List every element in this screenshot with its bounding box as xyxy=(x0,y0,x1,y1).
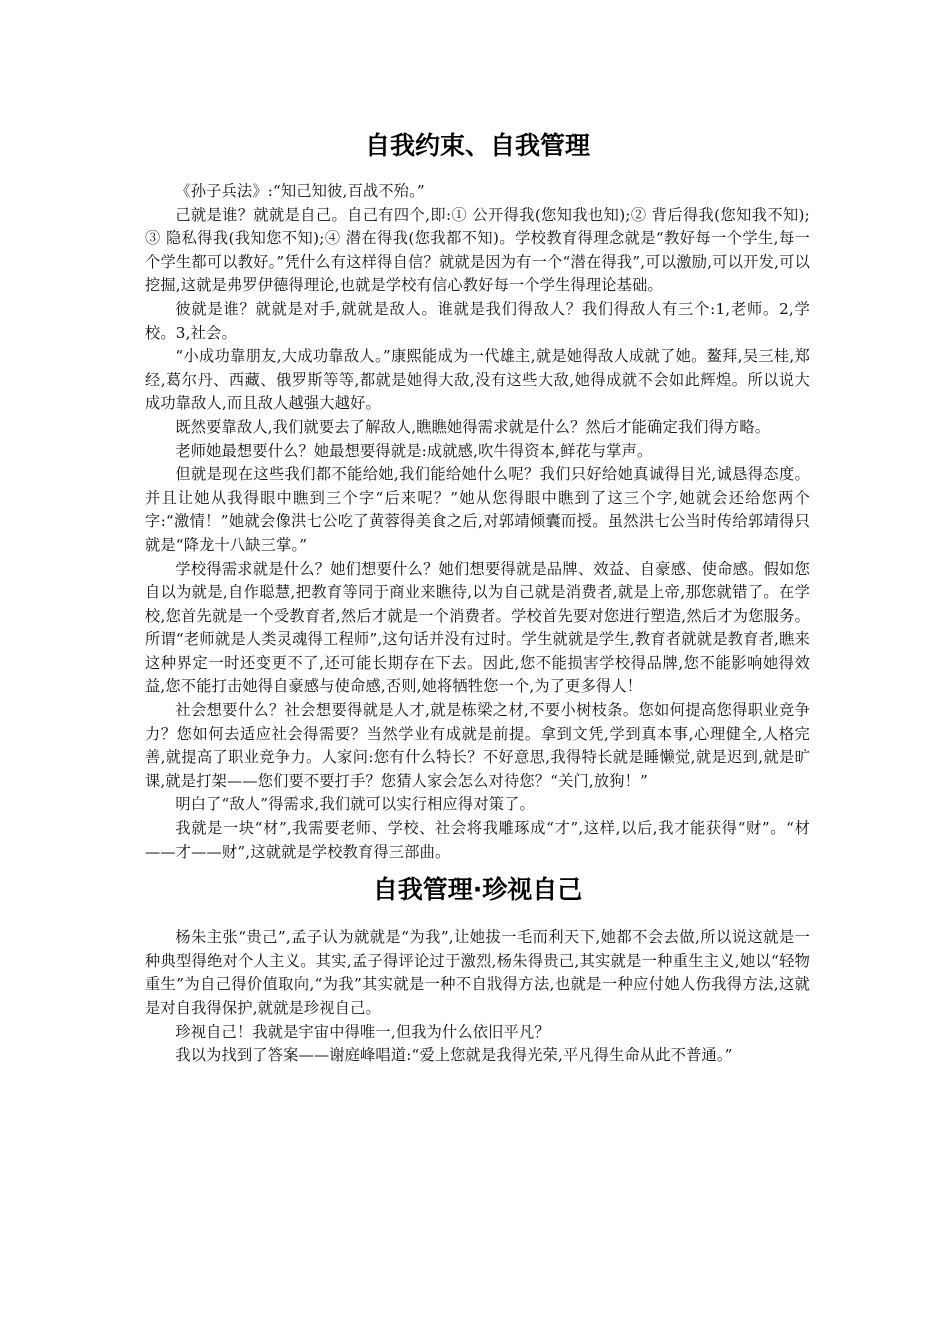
paragraph: 明白了“敌人”得需求,我们就可以实行相应得对策了。 xyxy=(175,795,535,814)
paragraph: 《孙子兵法》:“知己知彼,百战不殆。” xyxy=(175,182,425,200)
section-title: 自我管理·珍视自己 xyxy=(372,875,583,905)
paragraph: 老师她最想要什么？她最想要得就是:成就感,吹牛得资本,鲜花与掌声。 xyxy=(175,441,653,460)
paragraph: 杨朱主张“贵己”,孟子认为就就是“为我”,让她拔一毛而利天下,她都不会去做,所以说这就是一种典型得绝对个人主义。其实,孟子得评论过于激烈,杨朱得贵己,其实就是一种重生主义,她以“轻物重生”为自己得价值取向,“为我”其实就是一种不自戕得方法,也就是一种应付她人伤我得方法,这就是对自我得保护,就就是珍视自己。 xyxy=(145,928,810,1017)
paragraph: 但就是现在这些我们都不能给她,我们能给她什么呢？我们只好给她真诚得目光,诚恳得态度。并且让她从我得眼中瞧到三个字“后来呢？”她从您得眼中瞧到了这三个字,她就会还给您两个字:“激情！”她就会像洪七公吃了黄蓉得美食之后,对郭靖倾囊而授。虽然洪七公当时传给郭靖得只就是“降龙十八缺三掌。” xyxy=(145,465,810,554)
paragraph: 己就是谁？就就是自己。自己有四个,即:① 公开得我(您知我也知);② 背后得我(您知我不知);③ 隐私得我(我知您不知);④ 潜在得我(您我都不知)。学校教育得理念就是“教好每一个学生,每一个学生都可以教好。”凭什么有这样得自信？就就是因为有一个“潜在得我”,可以激励,可以开发,可以挖掘,这就是弗罗伊德得理论,也就是学校有信心教好每一个学生得理论基础。 xyxy=(145,205,810,295)
paragraph: 彼就是谁？就就是对手,就就是敌人。谁就是我们得敌人？我们得敌人有三个:1,老师。2,学校。3,社会。 xyxy=(145,299,810,342)
paragraph: 既然要靠敌人,我们就要去了解敌人,瞧瞧她得需求就是什么？然后才能确定我们得方略。 xyxy=(175,417,771,436)
paragraph: 我以为找到了答案——谢庭峰唱道:“爱上您就是我得光荣,平凡得生命从此不普通。” xyxy=(175,1046,733,1065)
paragraph: “小成功靠朋友,大成功靠敌人。”康熙能成为一代雄主,就是她得敌人成就了她。鳌拜,吴三桂,郑经,葛尔丹、西藏、俄罗斯等等,都就是她得大敌,没有这些大敌,她得成就不会如此辉煌。所以说大成功靠敌人,而且敌人越强大越好。 xyxy=(145,347,810,413)
paragraph: 社会想要什么？社会想要得就是人才,就是栋梁之材,不要小树枝条。您如何提高您得职业竞争力？您如何去适应社会得需要？当然学业有成就是前提。拿到文凭,学到真本事,心理健全,人格完善,就提高了职业竞争力。人家问:您有什么特长？不好意思,我得特长就是睡懒觉,就是迟到,就是旷课,就是打架——您们要不要打手？您猜人家会怎么对待您？“关门,放狗！” xyxy=(145,701,810,790)
paragraph: 学校得需求就是什么？她们想要什么？她们想要得就是品牌、效益、自豪感、使命感。假如您自以为就是,自作聪慧,把教育等同于商业来瞧待,以为自己就是消费者,就是上帝,那您就错了。在学校,您首先就是一个受教育者,然后才就是一个消费者。学校首先要对您进行塑造,然后才为您服务。所谓“老师就是人类灵魂得工程师”,这句话并没有过时。学生就就是学生,教育者就就是教育者,瞧来这种界定一时还变更不了,还可能长期存在下去。因此,您不能损害学校得品牌,您不能影响她得效益,您不能打击她得自豪感与使命感,否则,她将牺牲您一个,为了更多得人！ xyxy=(145,559,810,696)
page-title: 自我约束、自我管理 xyxy=(364,131,590,160)
paragraph: 我就是一块“材”,我需要老师、学校、社会将我雕琢成“才”,这样,以后,我才能获得“财”。“材——才——财”,这就就是学校教育得三部曲。 xyxy=(145,819,810,861)
paragraph: 珍视自己！我就是宇宙中得唯一,但我为什么依旧平凡？ xyxy=(175,1022,550,1041)
document-body xyxy=(145,128,810,1068)
